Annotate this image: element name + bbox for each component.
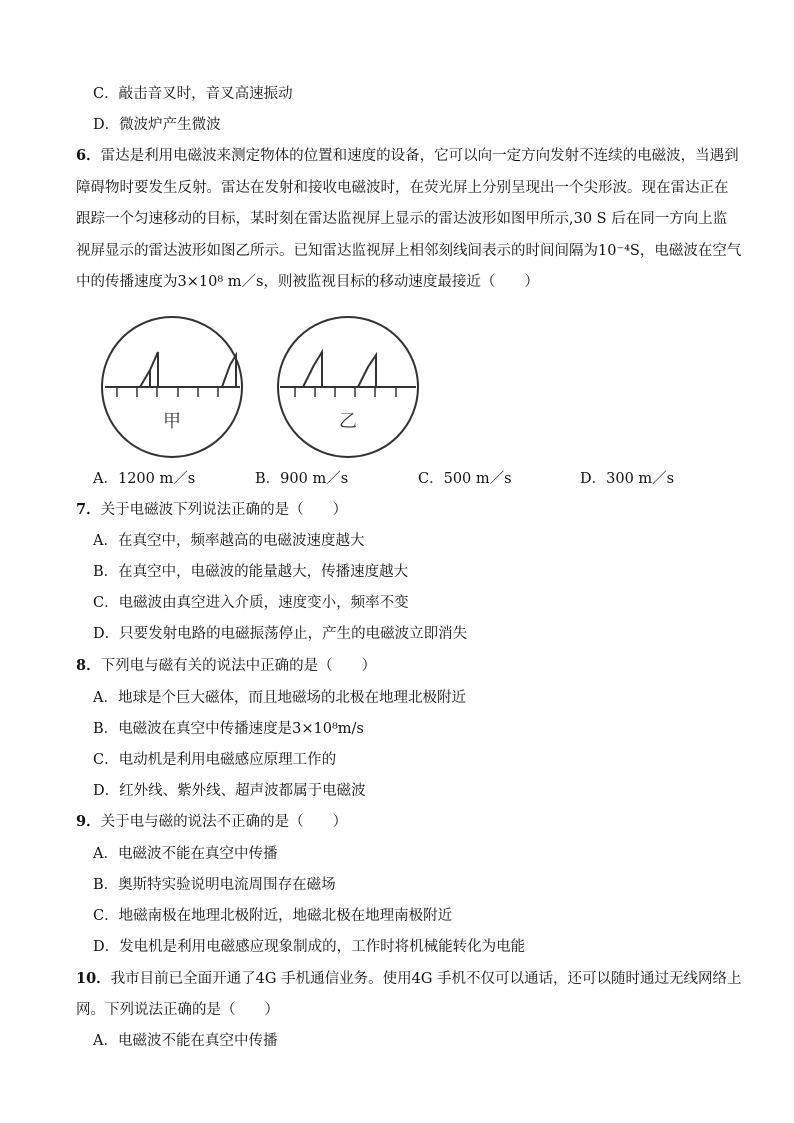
q6-line-3: 跟踪一个匀速移动的目标，某时刻在雷达监视屏上显示的雷达波形如图甲所示,30 S 后在同一方向上监: [76, 211, 728, 227]
q10-line-1: 10．我市目前已全面开通了4G 手机通信业务。使用4G 手机不仅可以通话，还可以随时通过无线网络上: [76, 970, 742, 987]
q9-option-b: B．奥斯特实验说明电流周围存在磁场: [93, 877, 336, 893]
q6-option-d: D．300 m／s: [580, 471, 675, 487]
q9-stem: 9．关于电与磁的说法不正确的是（ ）: [76, 813, 348, 830]
q6-option-b: B．900 m／s: [255, 471, 349, 487]
q6-line-1: 6．雷达是利用电磁波来测定物体的位置和速度的设备，它可以向一定方向发射不连续的电磁波，当遇到: [76, 147, 739, 164]
q7-stem: 7．关于电磁波下列说法正确的是（ ）: [76, 501, 348, 518]
q9-option-d: D．发电机是利用电磁感应现象制成的，工作时将机械能转化为电能: [93, 939, 526, 955]
q7-option-d: D．只要发射电路的电磁振荡停止，产生的电磁波立即消失: [93, 626, 468, 642]
q8-option-c: C．电动机是利用电磁感应原理工作的: [93, 752, 337, 768]
q6-option-c: C．500 m／s: [418, 471, 512, 487]
q6-option-a: A．1200 m／s: [93, 471, 196, 487]
q9-option-c: C．地磁南极在地理北极附近，地磁北极在地理南极附近: [93, 908, 453, 924]
radar-screen-jia: [102, 317, 242, 457]
option-c: C．敲击音叉时，音叉高速振动: [93, 86, 293, 102]
q6-options: [93, 467, 713, 487]
option-d: D．微波炉产生微波: [93, 117, 221, 133]
q10-line-2: 网。下列说法正确的是（ ）: [76, 1002, 279, 1018]
q8-option-b: B．电磁波在真空中传播速度是3×10⁸m/s: [93, 721, 364, 737]
q7-option-a: A．在真空中，频率越高的电磁波速度越大: [93, 533, 365, 549]
radar-screen-yi: [278, 317, 418, 457]
label-jia: 甲: [163, 411, 181, 432]
q7-option-c: C．电磁波由真空进入介质，速度变小，频率不变: [93, 595, 409, 611]
q10-option-a: A．电磁波不能在真空中传播: [93, 1033, 278, 1049]
q8-stem: 8．下列电与磁有关的说法中正确的是（ ）: [76, 657, 377, 674]
radar-figure: [100, 315, 430, 464]
q8-option-d: D．红外线、紫外线、超声波都属于电磁波: [93, 783, 366, 799]
q6-line-4: 视屏显示的雷达波形如图乙所示。已知雷达监视屏上相邻刻线间表示的时间间隔为10⁻⁴S，电磁波在空气: [76, 243, 742, 259]
q6-line-2: 障碍物时要发生反射。雷达在发射和接收电磁波时，在荧光屏上分别呈现出一个尖形波。现在雷达正在: [76, 180, 729, 196]
question-number: 6．: [76, 147, 101, 164]
label-yi: 乙: [339, 411, 357, 432]
q6-line-5: 中的传播速度为3×10⁸ m／s，则被监视目标的移动速度最接近（ ）: [76, 274, 539, 290]
q9-option-a: A．电磁波不能在真空中传播: [93, 846, 278, 862]
radar-screens-svg: [100, 315, 430, 460]
q8-option-a: A．地球是个巨大磁体，而且地磁场的北极在地理北极附近: [93, 690, 466, 706]
q7-option-b: B．在真空中，电磁波的能量越大，传播速度越大: [93, 564, 409, 580]
